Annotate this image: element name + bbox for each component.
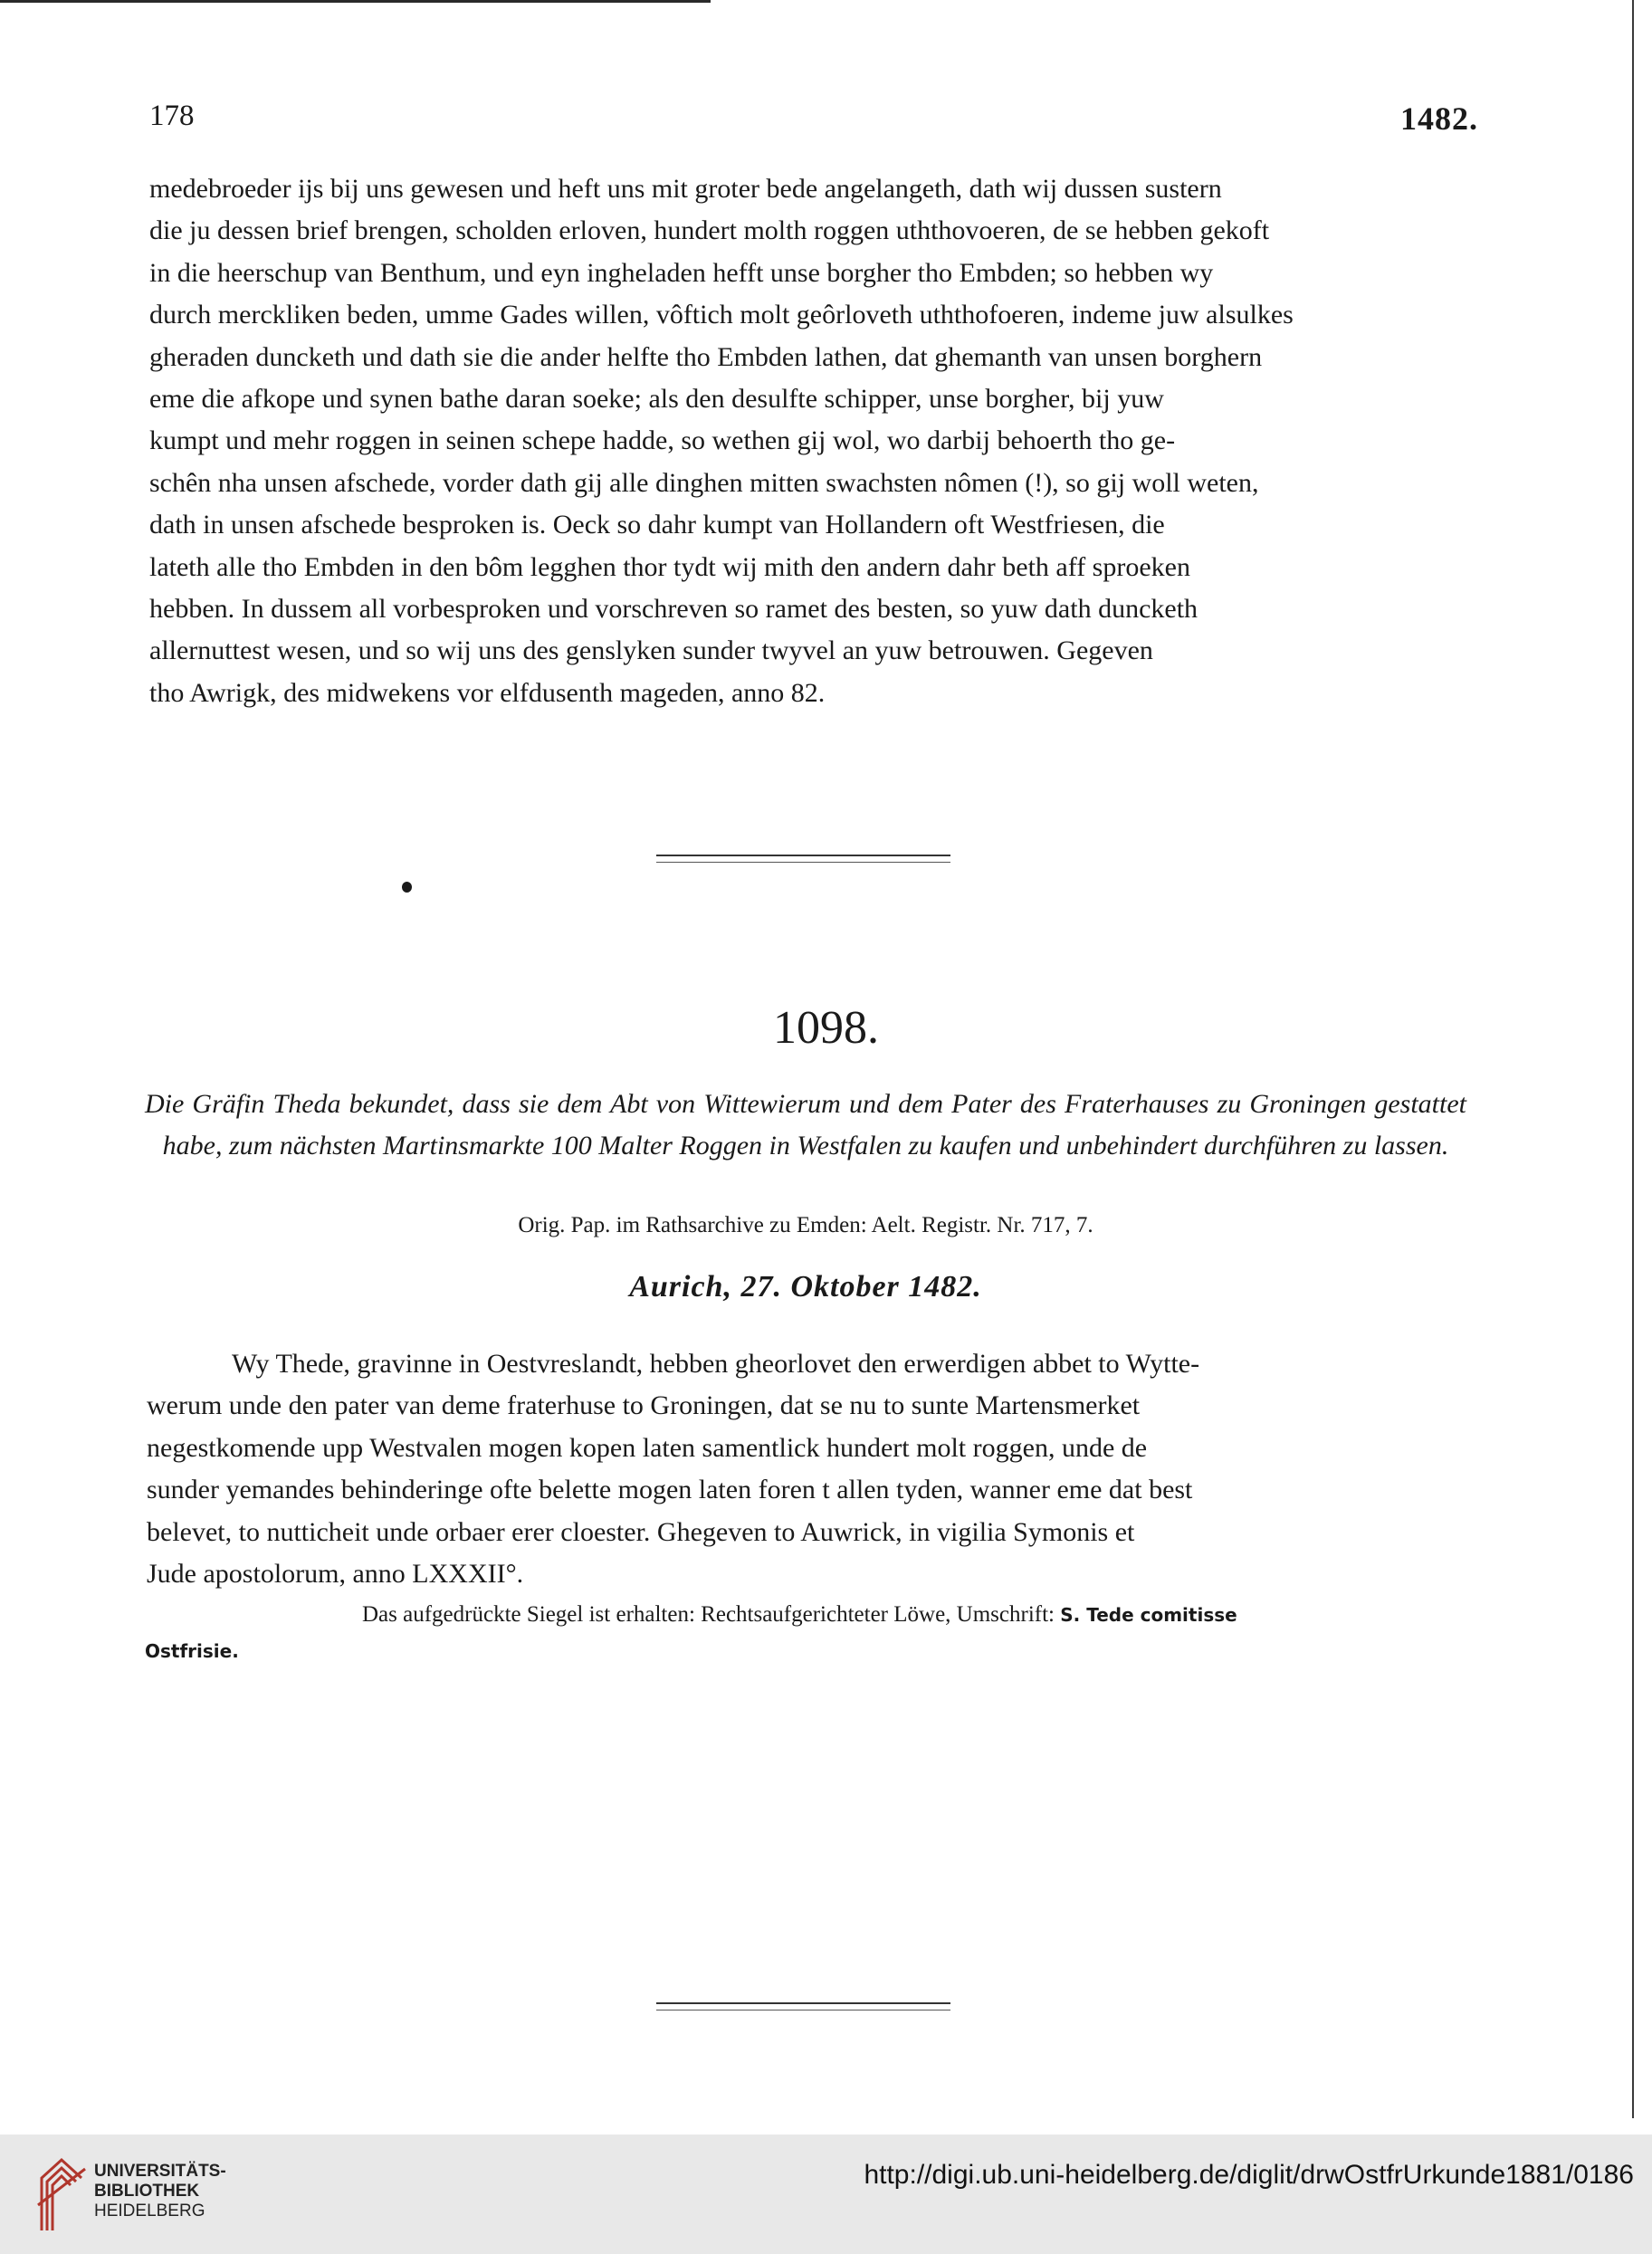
- text-line: in die heerschup van Benthum, und eyn ingheladen hefft unse borgher tho Embden; so hebben wy: [149, 257, 1214, 288]
- library-name: [94, 2162, 226, 2221]
- section-divider: [656, 855, 950, 863]
- page-header: [149, 100, 1478, 145]
- letter-1097-conclusion: [149, 168, 1469, 714]
- seal-legend-1: S. Tede comitisse: [1060, 1604, 1237, 1626]
- seal-note: [145, 1597, 1468, 1669]
- page-number: 178: [149, 100, 195, 132]
- source-citation: Orig. Pap. im Rathsarchive zu Emden: Aelt. Registr. Nr. 717, 7.: [518, 1213, 1093, 1237]
- document-summary: Die Gräfin Theda bekundet, dass sie dem Abt von Wittewierum und dem Pater des Fraterhauses zu Groningen gestattet habe, zum nächsten Martinsmarkte 100 Malter Roggen in Westfalen zu kaufen und unbehindert durchführen zu lassen.: [145, 1089, 1466, 1160]
- running-year: 1482.: [1400, 100, 1478, 137]
- library-line-3: HEIDELBERG: [94, 2201, 205, 2221]
- footer-bar: [0, 2135, 1652, 2254]
- text-line: kumpt und mehr roggen in seinen schepe hadde, so wethen gij wol, wo darbij behoerth tho ge-: [149, 425, 1176, 456]
- source-url-link[interactable]: http://digi.ub.uni-heidelberg.de/diglit/drwOstfrUrkunde1881/0186: [864, 2160, 1634, 2190]
- text-line: negestkomende upp Westvalen mogen kopen laten samentlick hundert molt roggen, unde de: [147, 1432, 1148, 1463]
- text-line: belevet, to nutticheit unde orbaer erer cloester. Ghegeven to Auwrick, in vigilia Symonis et: [147, 1516, 1135, 1547]
- text-line: dath in unsen afschede besproken is. Oeck so dahr kumpt van Hollandern oft Westfriesen, die: [149, 510, 1165, 540]
- page-edge: [1632, 0, 1634, 2118]
- library-line-1: UNIVERSITÄTS-: [94, 2162, 226, 2181]
- text-line: medebroeder ijs bij uns gewesen und heft uns mit groter bede angelangeth, dath wij dussen sustern: [149, 174, 1222, 204]
- text-line: die ju dessen brief brengen, scholden erloven, hundert molth roggen uththovoeren, de se hebben gekoft: [149, 215, 1270, 246]
- document-number: 1098.: [773, 1002, 879, 1054]
- top-rule: [0, 0, 711, 3]
- text-line: Wy Thede, gravinne in Oestvreslandt, hebben gheorlovet den erwerdigen abbet to Wytte-: [232, 1349, 1200, 1379]
- end-divider: [656, 2002, 950, 2010]
- text-line: durch merckliken beden, umme Gades willen, vôftich molt geôrloveth uththofoeren, indeme juw alsulkes: [149, 300, 1294, 330]
- library-line-2: BIBLIOTHEK: [94, 2182, 200, 2201]
- document-text: [147, 1343, 1468, 1595]
- text-line: tho Awrigk, des midwekens vor elfdusenth mageden, anno 82.: [149, 677, 826, 708]
- seal-legend-2: Ostfrisie.: [145, 1640, 239, 1662]
- text-line: werum unde den pater van deme fraterhuse to Groningen, dat se nu to sunte Martensmerket: [147, 1390, 1141, 1421]
- text-line: sunder yemandes behinderinge ofte belette mogen laten foren t allen tyden, wanner eme dat best: [147, 1475, 1193, 1505]
- text-line: lateth alle tho Embden in den bôm legghen thor tydt wij mith den andern dahr beth aff sproeken: [149, 551, 1190, 582]
- text-line: allernuttest wesen, und so wij uns des genslyken sunder twyvel an yuw betrouwen. Gegeven: [149, 635, 1153, 666]
- place-date: Aurich, 27. Oktober 1482.: [629, 1270, 982, 1304]
- text-line: schên nha unsen afschede, vorder dath gij alle dinghen mitten swachsten nômen (!), so gij woll weten,: [149, 467, 1259, 498]
- ink-spot: [402, 882, 412, 893]
- seal-note-text: Das aufgedrückte Siegel ist erhalten: Rechtsaufgerichteter Löwe, Umschrift:: [362, 1602, 1055, 1627]
- library-logo-icon: [34, 2151, 89, 2232]
- text-line: hebben. In dussem all vorbesproken und vorschreven so ramet des besten, so yuw dath duncketh: [149, 594, 1198, 625]
- text-line: Jude apostolorum, anno LXXXII°.: [147, 1559, 524, 1590]
- text-line: gheraden duncketh und dath sie die ander helfte tho Embden lathen, dat ghemanth van unsen borghern: [149, 341, 1263, 372]
- text-line: eme die afkope und synen bathe daran soeke; als den desulfte schipper, unse borgher, bij yuw: [149, 384, 1164, 415]
